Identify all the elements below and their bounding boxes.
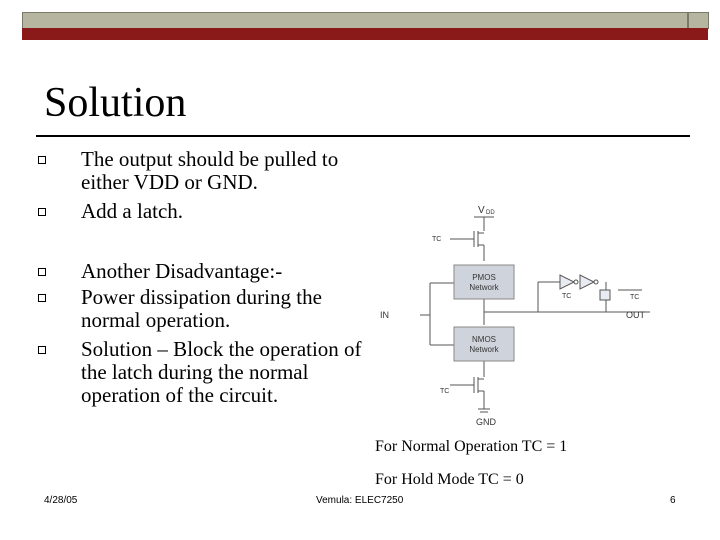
bullet-text: Power dissipation during the normal operation. <box>81 285 322 332</box>
out-label: OUT <box>626 310 645 320</box>
tc-mid-label: TC <box>562 293 572 300</box>
footer-date: 4/28/05 <box>44 495 78 506</box>
normal-operation-note: For Normal Operation TC = 1 <box>375 438 568 455</box>
page-number: 6 <box>670 495 676 506</box>
pmos-network-label: Network <box>469 283 499 292</box>
slide-title: Solution <box>44 80 187 126</box>
in-label: IN <box>380 310 389 320</box>
tc-bottom-label: TC <box>440 388 450 395</box>
title-rule <box>36 135 690 137</box>
gnd-label: GND <box>476 417 496 427</box>
nmos-label: NMOS <box>472 335 496 344</box>
top-corner-box <box>688 12 709 29</box>
tc-top-label: TC <box>432 236 442 243</box>
vdd-label: V <box>478 205 485 216</box>
square-bullet-icon <box>38 268 46 276</box>
pmos-network-box <box>454 265 514 299</box>
hold-mode-note: For Hold Mode TC = 0 <box>375 471 524 488</box>
nmos-network-label: Network <box>469 345 499 354</box>
tc-right-label: TC <box>630 294 640 301</box>
square-bullet-icon <box>38 346 46 354</box>
top-dark-bar <box>22 28 708 40</box>
pmos-label: PMOS <box>472 273 496 282</box>
bullet-text: Another Disadvantage:- <box>81 259 283 283</box>
square-bullet-icon <box>38 208 46 216</box>
nmos-network-box <box>454 327 514 361</box>
latch-circuit-diagram <box>370 195 670 435</box>
bullet-text: The output should be pulled to either VDD or GND. <box>81 147 339 194</box>
footer-center: Vemula: ELEC7250 <box>316 495 404 506</box>
top-decor-bar <box>22 12 688 29</box>
bullet-text: Solution – Block the operation of the latch during the normal operation of the circuit. <box>81 337 362 407</box>
square-bullet-icon <box>38 156 46 164</box>
square-bullet-icon <box>38 294 46 302</box>
vdd-subscript: DD <box>486 210 495 216</box>
bullet-text: Add a latch. <box>81 199 184 223</box>
